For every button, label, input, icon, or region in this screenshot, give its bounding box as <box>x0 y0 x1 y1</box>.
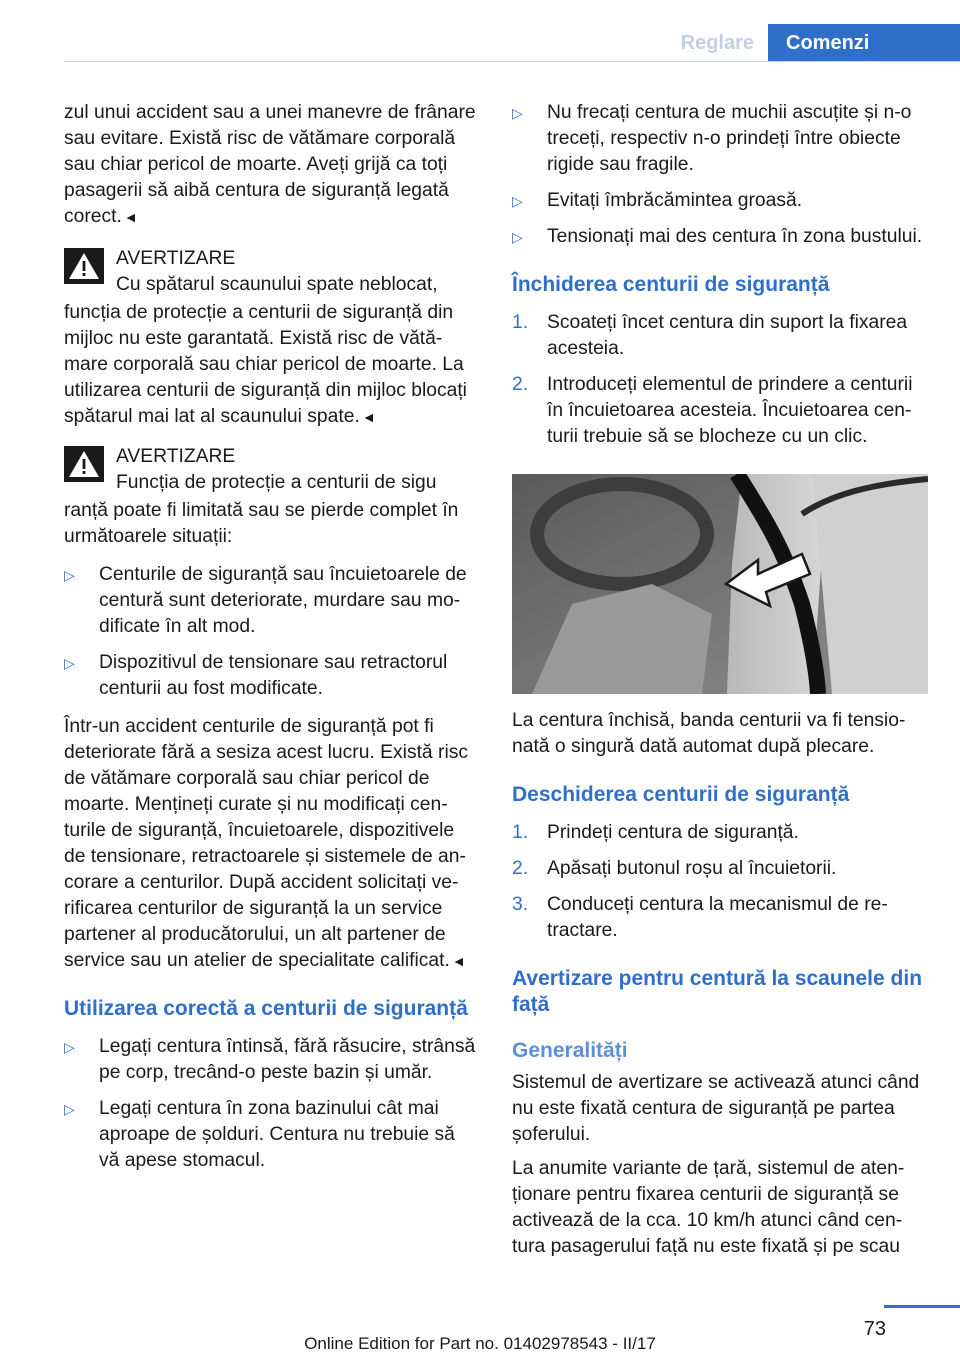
seatbelt-photo <box>512 474 928 694</box>
end-mark-icon: ◄ <box>451 953 466 969</box>
numbered-list <box>512 310 928 450</box>
tab-reglare[interactable]: Reglare <box>667 24 768 62</box>
warning-triangle-icon <box>64 446 104 482</box>
paragraph: Sistemul de avertizare se activează atunci când nu este fixată centura de siguranță pe partea șoferului. <box>512 1072 920 1145</box>
bullet-list <box>64 1034 478 1174</box>
warning-text-first: Cu spătarul scaunului spate neblocat, <box>116 274 438 295</box>
header-tabs <box>667 24 960 62</box>
list-item: ▷ Evitați îmbrăcămintea groasă. <box>512 188 928 214</box>
list-item: 1. Prindeți centura de siguranță. <box>512 822 799 843</box>
list-item: 2. Apăsați butonul roșu al încuietorii. <box>512 858 837 879</box>
subsection-heading: Generalități <box>512 1039 628 1062</box>
numbered-list <box>512 820 928 944</box>
end-mark-icon: ◄ <box>123 209 138 225</box>
bullet-list <box>64 562 478 702</box>
list-item: ▷ Tensionați mai des centura în zona bustului. <box>512 224 928 250</box>
footer-edition: Online Edition for Part no. 01402978543 - II/17 <box>304 1334 656 1353</box>
warning-block <box>64 246 478 430</box>
paragraph: La centura închisă, banda centurii va fi tensionată o singură dată automat după plecare. <box>512 710 906 757</box>
footer-accent-bar <box>884 1305 960 1308</box>
header-divider <box>64 61 960 62</box>
section-heading: Deschiderea centurii de siguranță <box>512 783 850 806</box>
warning-title: AVERTIZARE <box>116 248 236 269</box>
list-item: ▷ Legați centura întinsă, fără răsucire, strânsă pe corp, trecând-o peste bazin și umăr. <box>64 1034 478 1086</box>
paragraph: zul unui accident sau a unei manevre de frânare sau evitare. Există risc de vătămare corporală sau chiar pericol de moarte. Aveți grijă ca toți pasagerii să aibă centura de siguranță legată corect. ◄ <box>64 102 476 227</box>
paragraph: Într-un accident centurile de siguranță pot fi deteriorate fără a sesiza acest lucru. Există risc de vătămare corporală sau chiar pericol de moarte. Mențineți curate și nu modificați centurile de siguranță, încuietoarele, dispozitivele de tensionare, retractoarele și sistemele de ancorare a centurilor. După accident solicitați verificarea centurilor de siguranță la un service partener al producătorului, un alt partener de service sau un atelier de specialitate calificat. <box>64 716 469 971</box>
bullet-list <box>512 100 928 250</box>
paragraph: La anumite variante de țară, sistemul de atenționare pentru fixarea centurii de siguranță se activează de la cca. 10 km/h atunci când centura pasagerului față nu este fixată și pe scau <box>512 1158 905 1257</box>
warning-triangle-icon <box>64 248 104 284</box>
list-item: 1. Scoateți încet centura din suport la fixarea acesteia. <box>512 312 908 359</box>
right-column <box>512 100 928 1276</box>
warning-title: AVERTIZARE <box>116 446 236 467</box>
list-item: 2. Introduceți elementul de prindere a centurii în încuietoarea acesteia. Încuietoarea centurii trebuie să se blocheze cu un clic. <box>512 374 913 447</box>
page-number: 73 <box>863 1318 886 1340</box>
list-item: ▷ Legați centura în zona bazinului cât mai aproape de șolduri. Centura nu trebuie să vă apese stomacul. <box>64 1096 478 1174</box>
warning-text: funcția de protecție a centurii de siguranță din mijloc nu este garantată. Există risc de vătămare corporală sau chiar pericol de moarte. La utilizarea centurii de siguranță din mijloc blocați spătarul mai lat al scaunului spate. <box>64 302 467 427</box>
warning-text: ranță poate fi limitată sau se pierde complet în următoarele situații: <box>64 500 459 547</box>
warning-block <box>64 444 478 974</box>
list-item: ▷ Centurile de siguranță sau încuietoarele de centură sunt deteriorate, murdare sau modificate în alt mod. <box>64 562 478 640</box>
section-heading: Închiderea centurii de siguranță <box>512 273 830 296</box>
end-mark-icon: ◄ <box>361 409 376 425</box>
list-item: ▷ Nu frecați centura de muchii ascuțite și n-o treceți, respectiv n-o prindeți între obiecte rigide sau fragile. <box>512 100 928 178</box>
tab-comenzi[interactable]: Comenzi <box>768 24 960 62</box>
section-heading: Utilizarea corectă a centurii de siguranță <box>64 997 468 1020</box>
list-item: ▷ Dispozitivul de tensionare sau retractorul centurii au fost modificate. <box>64 650 478 702</box>
left-column <box>64 100 478 1186</box>
list-item: 3. Conduceți centura la mecanismul de retractare. <box>512 894 888 941</box>
warning-text-first: Funcția de protecție a centurii de sigu <box>116 472 437 493</box>
section-heading: Avertizare pentru centură la scaunele din față <box>512 967 923 1016</box>
